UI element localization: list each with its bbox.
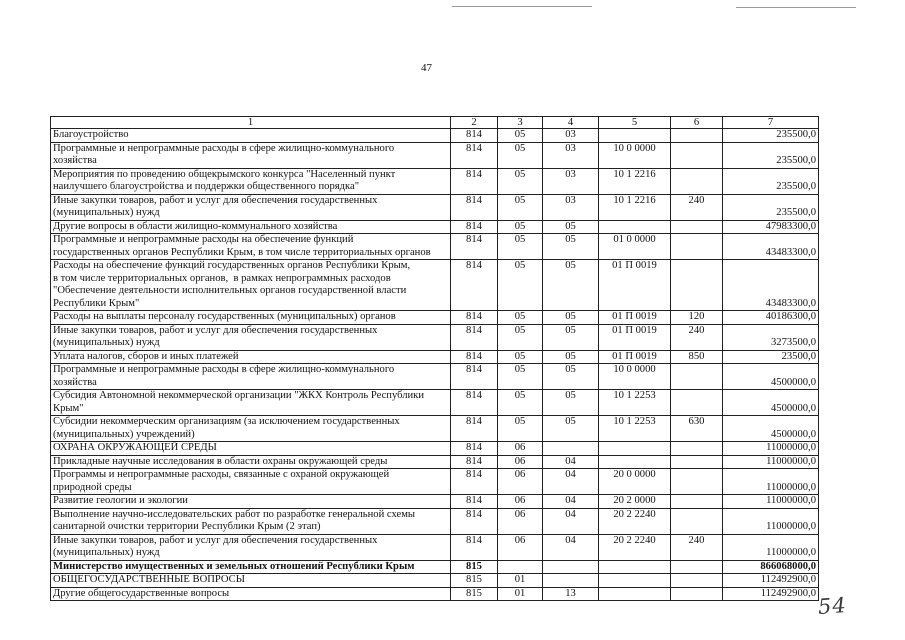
cell-expense-type: 630 bbox=[671, 416, 723, 442]
cell-target-article: 20 2 2240 bbox=[599, 534, 671, 560]
cell-section: 05 bbox=[498, 364, 543, 390]
cell-ministry-code: 814 bbox=[451, 129, 498, 143]
cell-subsection: 05 bbox=[543, 364, 599, 390]
header-col-7: 7 bbox=[723, 117, 819, 129]
cell-section: 06 bbox=[498, 495, 543, 509]
table-row bbox=[51, 574, 819, 588]
cell-expense-type: 240 bbox=[671, 194, 723, 220]
cell-description: ОХРАНА ОКРУЖАЮЩЕЙ СРЕДЫ bbox=[51, 442, 451, 456]
cell-ministry-code: 814 bbox=[451, 142, 498, 168]
cell-target-article bbox=[599, 574, 671, 588]
cell-section: 01 bbox=[498, 574, 543, 588]
table-body bbox=[51, 129, 819, 601]
cell-expense-type bbox=[671, 560, 723, 574]
cell-amount: 43483300,0 bbox=[723, 234, 819, 260]
cell-subsection: 05 bbox=[543, 324, 599, 350]
cell-subsection: 03 bbox=[543, 142, 599, 168]
cell-subsection bbox=[543, 560, 599, 574]
header-col-6: 6 bbox=[671, 117, 723, 129]
cell-amount: 11000000,0 bbox=[723, 455, 819, 469]
cell-subsection: 03 bbox=[543, 194, 599, 220]
cell-description: Программные и непрограммные расходы в сфере жилищно-коммунального хозяйства bbox=[51, 142, 451, 168]
cell-description: Уплата налогов, сборов и иных платежей bbox=[51, 350, 451, 364]
cell-expense-type bbox=[671, 495, 723, 509]
cell-description: Программные и непрограммные расходы на обеспечение функций государственных органов Республики Крым, в том числе территориальных органов bbox=[51, 234, 451, 260]
cell-expense-type bbox=[671, 469, 723, 495]
cell-description: Иные закупки товаров, работ и услуг для обеспечения государственных (муниципальных) нужд bbox=[51, 534, 451, 560]
cell-amount: 235500,0 bbox=[723, 168, 819, 194]
cell-target-article bbox=[599, 129, 671, 143]
cell-description: Министерство имущественных и земельных отношений Республики Крым bbox=[51, 560, 451, 574]
cell-ministry-code: 814 bbox=[451, 390, 498, 416]
cell-ministry-code: 814 bbox=[451, 220, 498, 234]
table-row bbox=[51, 311, 819, 325]
cell-section: 05 bbox=[498, 311, 543, 325]
cell-description: Развитие геологии и экологии bbox=[51, 495, 451, 509]
cell-amount: 11000000,0 bbox=[723, 469, 819, 495]
cell-subsection: 04 bbox=[543, 469, 599, 495]
cell-section: 06 bbox=[498, 455, 543, 469]
cell-expense-type: 120 bbox=[671, 311, 723, 325]
cell-amount: 4500000,0 bbox=[723, 390, 819, 416]
cell-expense-type bbox=[671, 260, 723, 311]
handwritten-page-number: 54 bbox=[817, 593, 848, 619]
cell-section: 06 bbox=[498, 534, 543, 560]
cell-expense-type: 240 bbox=[671, 324, 723, 350]
cell-target-article bbox=[599, 455, 671, 469]
cell-ministry-code: 814 bbox=[451, 495, 498, 509]
cell-amount: 11000000,0 bbox=[723, 495, 819, 509]
cell-target-article: 01 0 0000 bbox=[599, 234, 671, 260]
cell-section: 05 bbox=[498, 260, 543, 311]
cell-description: Субсидии некоммерческим организациям (за исключением государственных (муниципальных) учреждений) bbox=[51, 416, 451, 442]
cell-description: Прикладные научные исследования в области охраны окружающей среды bbox=[51, 455, 451, 469]
cell-expense-type bbox=[671, 364, 723, 390]
cell-ministry-code: 814 bbox=[451, 534, 498, 560]
cell-section: 05 bbox=[498, 168, 543, 194]
cell-target-article bbox=[599, 587, 671, 601]
cell-section: 05 bbox=[498, 390, 543, 416]
cell-section: 06 bbox=[498, 469, 543, 495]
cell-target-article: 20 2 2240 bbox=[599, 508, 671, 534]
cell-description: Другие общегосударственные вопросы bbox=[51, 587, 451, 601]
cell-expense-type bbox=[671, 168, 723, 194]
table-row bbox=[51, 324, 819, 350]
cell-target-article: 10 0 0000 bbox=[599, 142, 671, 168]
cell-section: 05 bbox=[498, 416, 543, 442]
cell-section: 05 bbox=[498, 220, 543, 234]
table-row bbox=[51, 416, 819, 442]
scan-line bbox=[452, 6, 592, 7]
header-col-2: 2 bbox=[451, 117, 498, 129]
header-col-4: 4 bbox=[543, 117, 599, 129]
cell-ministry-code: 814 bbox=[451, 350, 498, 364]
table-row bbox=[51, 220, 819, 234]
cell-amount: 43483300,0 bbox=[723, 260, 819, 311]
cell-ministry-code: 815 bbox=[451, 574, 498, 588]
cell-subsection: 04 bbox=[543, 495, 599, 509]
table-row bbox=[51, 142, 819, 168]
table-row bbox=[51, 364, 819, 390]
cell-expense-type: 240 bbox=[671, 534, 723, 560]
cell-expense-type bbox=[671, 587, 723, 601]
header-col-3: 3 bbox=[498, 117, 543, 129]
cell-section: 01 bbox=[498, 587, 543, 601]
cell-ministry-code: 814 bbox=[451, 234, 498, 260]
cell-description: Расходы на обеспечение функций государственных органов Республики Крым, в том числе территориальных органов, в рамках непрограммных расходов "Обеспечение деятельности исполнительных органов государственной власти Республики Крым" bbox=[51, 260, 451, 311]
cell-ministry-code: 814 bbox=[451, 455, 498, 469]
cell-description: Программные и непрограммные расходы в сфере жилищно-коммунального хозяйства bbox=[51, 364, 451, 390]
cell-ministry-code: 814 bbox=[451, 168, 498, 194]
table-row bbox=[51, 442, 819, 456]
table-row bbox=[51, 168, 819, 194]
cell-ministry-code: 815 bbox=[451, 587, 498, 601]
cell-expense-type bbox=[671, 234, 723, 260]
table-row bbox=[51, 534, 819, 560]
cell-expense-type bbox=[671, 508, 723, 534]
table-row bbox=[51, 194, 819, 220]
cell-amount: 112492900,0 bbox=[723, 587, 819, 601]
cell-expense-type bbox=[671, 142, 723, 168]
cell-expense-type bbox=[671, 574, 723, 588]
cell-subsection: 05 bbox=[543, 311, 599, 325]
cell-amount: 3273500,0 bbox=[723, 324, 819, 350]
cell-ministry-code: 814 bbox=[451, 469, 498, 495]
cell-section: 06 bbox=[498, 442, 543, 456]
cell-amount: 11000000,0 bbox=[723, 508, 819, 534]
cell-amount: 11000000,0 bbox=[723, 534, 819, 560]
table-row bbox=[51, 560, 819, 574]
cell-expense-type: 850 bbox=[671, 350, 723, 364]
table-row bbox=[51, 508, 819, 534]
cell-amount: 235500,0 bbox=[723, 129, 819, 143]
cell-ministry-code: 814 bbox=[451, 194, 498, 220]
cell-subsection: 05 bbox=[543, 260, 599, 311]
cell-ministry-code: 814 bbox=[451, 364, 498, 390]
cell-target-article: 01 П 0019 bbox=[599, 324, 671, 350]
cell-section: 05 bbox=[498, 129, 543, 143]
cell-section: 05 bbox=[498, 194, 543, 220]
table-header-row bbox=[51, 117, 819, 129]
cell-expense-type bbox=[671, 129, 723, 143]
cell-section: 05 bbox=[498, 142, 543, 168]
cell-description: Субсидия Автономной некоммерческой организации "ЖКХ Контроль Республики Крым" bbox=[51, 390, 451, 416]
cell-description: ОБЩЕГОСУДАРСТВЕННЫЕ ВОПРОСЫ bbox=[51, 574, 451, 588]
cell-expense-type bbox=[671, 220, 723, 234]
cell-ministry-code: 814 bbox=[451, 442, 498, 456]
cell-target-article: 01 П 0019 bbox=[599, 311, 671, 325]
cell-target-article bbox=[599, 560, 671, 574]
cell-section: 05 bbox=[498, 350, 543, 364]
budget-table bbox=[50, 116, 819, 601]
cell-subsection: 05 bbox=[543, 350, 599, 364]
cell-subsection: 05 bbox=[543, 234, 599, 260]
cell-target-article: 20 0 0000 bbox=[599, 469, 671, 495]
cell-description: Выполнение научно-исследовательских работ по разработке генеральной схемы санитарной очистки территории Республики Крым (2 этап) bbox=[51, 508, 451, 534]
cell-subsection: 03 bbox=[543, 129, 599, 143]
cell-subsection: 05 bbox=[543, 220, 599, 234]
cell-amount: 23500,0 bbox=[723, 350, 819, 364]
cell-ministry-code: 815 bbox=[451, 560, 498, 574]
table-row bbox=[51, 129, 819, 143]
table-row bbox=[51, 390, 819, 416]
table-row bbox=[51, 469, 819, 495]
cell-ministry-code: 814 bbox=[451, 508, 498, 534]
cell-amount: 235500,0 bbox=[723, 194, 819, 220]
cell-ministry-code: 814 bbox=[451, 324, 498, 350]
cell-amount: 4500000,0 bbox=[723, 416, 819, 442]
cell-description: Мероприятия по проведению общекрымского конкурса "Населенный пункт наилучшего благоустройства и поддержки общественного порядка" bbox=[51, 168, 451, 194]
cell-target-article: 01 П 0019 bbox=[599, 350, 671, 364]
table-row bbox=[51, 495, 819, 509]
cell-target-article: 10 1 2253 bbox=[599, 416, 671, 442]
cell-amount: 866068000,0 bbox=[723, 560, 819, 574]
cell-section: 05 bbox=[498, 234, 543, 260]
cell-amount: 11000000,0 bbox=[723, 442, 819, 456]
cell-section bbox=[498, 560, 543, 574]
header-col-1: 1 bbox=[51, 117, 451, 129]
cell-description: Иные закупки товаров, работ и услуг для обеспечения государственных (муниципальных) нужд bbox=[51, 194, 451, 220]
cell-target-article: 10 1 2216 bbox=[599, 194, 671, 220]
cell-section: 05 bbox=[498, 324, 543, 350]
cell-subsection: 04 bbox=[543, 508, 599, 534]
cell-subsection: 13 bbox=[543, 587, 599, 601]
cell-description: Другие вопросы в области жилищно-коммунального хозяйства bbox=[51, 220, 451, 234]
cell-expense-type bbox=[671, 390, 723, 416]
cell-target-article: 20 2 0000 bbox=[599, 495, 671, 509]
cell-expense-type bbox=[671, 455, 723, 469]
cell-subsection: 04 bbox=[543, 455, 599, 469]
cell-target-article bbox=[599, 220, 671, 234]
cell-target-article: 10 1 2216 bbox=[599, 168, 671, 194]
cell-amount: 40186300,0 bbox=[723, 311, 819, 325]
cell-subsection: 04 bbox=[543, 534, 599, 560]
cell-description: Благоустройство bbox=[51, 129, 451, 143]
cell-description: Иные закупки товаров, работ и услуг для обеспечения государственных (муниципальных) нужд bbox=[51, 324, 451, 350]
page-number: 47 bbox=[421, 62, 432, 74]
cell-amount: 235500,0 bbox=[723, 142, 819, 168]
cell-target-article: 01 П 0019 bbox=[599, 260, 671, 311]
cell-ministry-code: 814 bbox=[451, 416, 498, 442]
cell-subsection: 05 bbox=[543, 390, 599, 416]
cell-subsection: 03 bbox=[543, 168, 599, 194]
table-row bbox=[51, 587, 819, 601]
cell-target-article bbox=[599, 442, 671, 456]
header-col-5: 5 bbox=[599, 117, 671, 129]
table-row bbox=[51, 455, 819, 469]
cell-amount: 47983300,0 bbox=[723, 220, 819, 234]
cell-description: Расходы на выплаты персоналу государственных (муниципальных) органов bbox=[51, 311, 451, 325]
cell-description: Программы и непрограммные расходы, связанные с охраной окружающей природной среды bbox=[51, 469, 451, 495]
cell-section: 06 bbox=[498, 508, 543, 534]
cell-amount: 4500000,0 bbox=[723, 364, 819, 390]
cell-ministry-code: 814 bbox=[451, 311, 498, 325]
cell-subsection: 05 bbox=[543, 416, 599, 442]
cell-amount: 112492900,0 bbox=[723, 574, 819, 588]
cell-target-article: 10 0 0000 bbox=[599, 364, 671, 390]
cell-expense-type bbox=[671, 442, 723, 456]
table-row bbox=[51, 234, 819, 260]
scan-line bbox=[736, 7, 856, 8]
cell-ministry-code: 814 bbox=[451, 260, 498, 311]
cell-subsection bbox=[543, 574, 599, 588]
cell-target-article: 10 1 2253 bbox=[599, 390, 671, 416]
table-row bbox=[51, 350, 819, 364]
table-row bbox=[51, 260, 819, 311]
cell-subsection bbox=[543, 442, 599, 456]
